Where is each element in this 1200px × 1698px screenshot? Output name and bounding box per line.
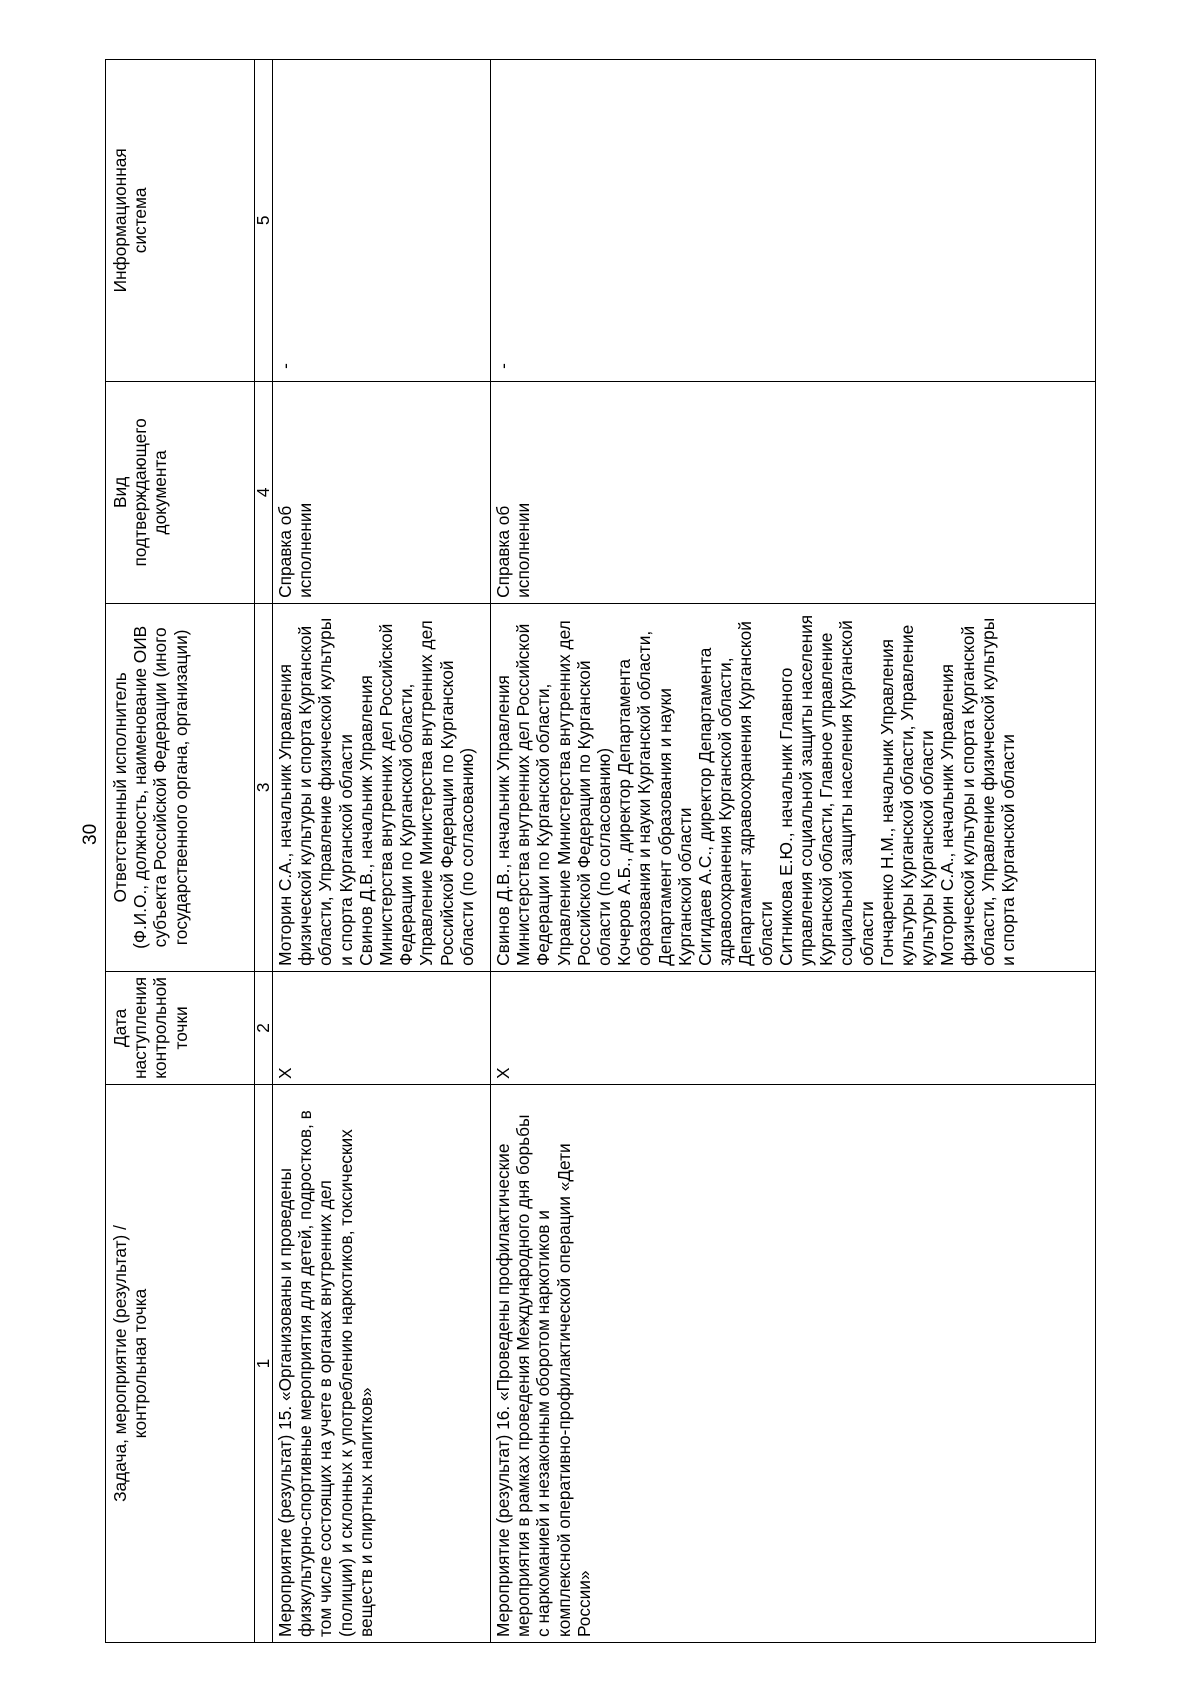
document-cell (273, 381, 491, 603)
cell-text-line: подтверждающего (130, 418, 151, 567)
header-system (106, 59, 255, 381)
cell-text-line: документа (150, 450, 171, 535)
cell-text-line: области (755, 901, 776, 966)
cell-text-line: физической культуры и спорта Курганской (295, 625, 316, 966)
task-cell (273, 1085, 491, 1643)
cell-text-line: Гончаренко Н.М., начальник Управления (876, 639, 897, 966)
cell-text-line: Справка об (275, 505, 295, 598)
cell-text-line: контрольной (150, 977, 171, 1079)
cell-text-line: области, Управление физической культуры (315, 617, 336, 966)
cell-text-line: точки (170, 1006, 191, 1050)
cell-text-line: Федерации по Курганской области, (533, 683, 554, 966)
document-cell (491, 381, 1096, 603)
system-cell: - (491, 59, 1096, 381)
cell-text-line: физкультурно-спортивные мероприятия для детей, подростков, в (295, 1110, 316, 1637)
cell-text-line: исполнении (295, 502, 316, 598)
cell-text-line: Федерации по Курганской области, (396, 683, 417, 966)
task-cell (491, 1085, 1096, 1643)
cell-text-line: физической культуры и спорта Курганской (957, 625, 978, 966)
cell-text-line: Министерства внутренних дел Российской (513, 623, 534, 966)
cell-text-line: области (по согласованию) (456, 747, 477, 966)
cell-text-line: Управление Министерства внутренних дел (553, 620, 574, 966)
cell-text-line: Мероприятие (результат) 15. «Организованы и проведены (275, 1168, 295, 1637)
column-number: 5 (255, 59, 273, 381)
cell-text-line: наступления (130, 976, 151, 1079)
column-number: 1 (255, 1085, 273, 1643)
cell-text-line: Моторин С.А., начальник Управления (275, 664, 295, 966)
cell-text-line: Курганской области (674, 807, 695, 966)
cell-text-line: том числе состоящих на учете в органах внутренних дел (315, 1180, 336, 1637)
table-row (491, 59, 1096, 1642)
cell-text-line: Свинов Д.В., начальник Управления (355, 675, 376, 966)
header-document (106, 381, 255, 603)
cell-text-line: культуры Курганской области, Управление (897, 624, 918, 966)
executor-cell (273, 603, 491, 971)
column-number: 4 (255, 381, 273, 603)
cell-text-line: контрольная точка (130, 1288, 151, 1439)
cell-text-line: государственного органа, организации) (170, 629, 191, 946)
cell-text-line: и спорта Курганской области (335, 734, 356, 966)
cell-text-line: Российской Федерации по Курганской (436, 660, 457, 966)
cell-text-line: Министерства внутренних дел Российской (376, 623, 397, 966)
cell-text-line: Департамент образования и науки (654, 688, 675, 966)
table-header-row (106, 59, 255, 1642)
cell-text-line: с наркоманией и незаконным оборотом наркотиков и (533, 1210, 554, 1637)
table-row (273, 59, 491, 1642)
header-executor (106, 603, 255, 971)
system-cell: - (273, 59, 491, 381)
cell-text-line: Департамент здравоохранения Курганской (735, 621, 756, 966)
date-cell: X (273, 971, 491, 1084)
cell-text-line: социальной защиты населения Курганской (836, 620, 857, 966)
cell-text-line: Ответственный исполнитель (110, 672, 130, 903)
cell-text-line: Вид (110, 476, 130, 508)
column-number-row (255, 59, 273, 1642)
header-task (106, 1085, 255, 1643)
header-date (106, 971, 255, 1084)
cell-text-line: культуры Курганской области (917, 730, 938, 966)
executor-cell (491, 603, 1096, 971)
cell-text-line: (Ф.И.О., должность, наименование ОИВ (130, 625, 151, 949)
cell-text-line: веществ и спиртных напитков» (355, 1387, 376, 1637)
cell-text-line: исполнении (513, 502, 534, 598)
cell-text-line: Кочеров А.Б., директор Департамента (614, 658, 635, 966)
cell-text-line: Управление Министерства внутренних дел (416, 620, 437, 966)
control-points-table (105, 59, 1096, 1643)
cell-text-line: Сигидаев А.С., директор Департамента (695, 647, 716, 966)
date-cell: X (491, 971, 1096, 1084)
cell-text-line: система (130, 187, 151, 254)
cell-text-line: Мероприятие (результат) 16. «Проведены профилактические (493, 1143, 513, 1637)
cell-text-line: мероприятия в рамках проведения Международного дня борьбы (513, 1114, 534, 1637)
cell-text-line: комплексной оперативно-профилактической операции «Дети (553, 1143, 574, 1637)
cell-text-line: Свинов Д.В., начальник Управления (493, 675, 513, 966)
cell-text-line: управления социальной защиты населения (796, 614, 817, 966)
cell-text-line: Ситникова Е.Ю., начальник Главного (775, 667, 796, 966)
page-number: 30 (80, 823, 101, 845)
cell-text-line: и спорта Курганской области (998, 734, 1019, 966)
column-number: 2 (255, 971, 273, 1084)
column-number: 3 (255, 603, 273, 971)
cell-text-line: (полиции) и склонных к употреблению наркотиков, токсических (335, 1129, 356, 1637)
cell-text-line: образования и науки Курганской области, (634, 630, 655, 966)
cell-text-line: области (856, 901, 877, 966)
cell-text-line: Справка об (493, 505, 513, 598)
cell-text-line: Задача, мероприятие (результат) / (110, 1225, 130, 1502)
cell-text-line: Информационная (110, 148, 130, 293)
cell-text-line: субъекта Российской Федерации (иного (150, 627, 171, 948)
cell-text-line: здравоохранения Курганской области, (715, 657, 736, 966)
cell-text-line: России» (573, 1570, 594, 1637)
cell-text-line: Курганской области, Главное управление (816, 632, 837, 966)
cell-text-line: Моторин С.А., начальник Управления (937, 664, 958, 966)
cell-text-line: Дата (110, 1008, 130, 1048)
cell-text-line: области (по согласованию) (594, 747, 615, 966)
cell-text-line: Российской Федерации по Курганской (573, 660, 594, 966)
cell-text-line: области, Управление физической культуры (977, 617, 998, 966)
